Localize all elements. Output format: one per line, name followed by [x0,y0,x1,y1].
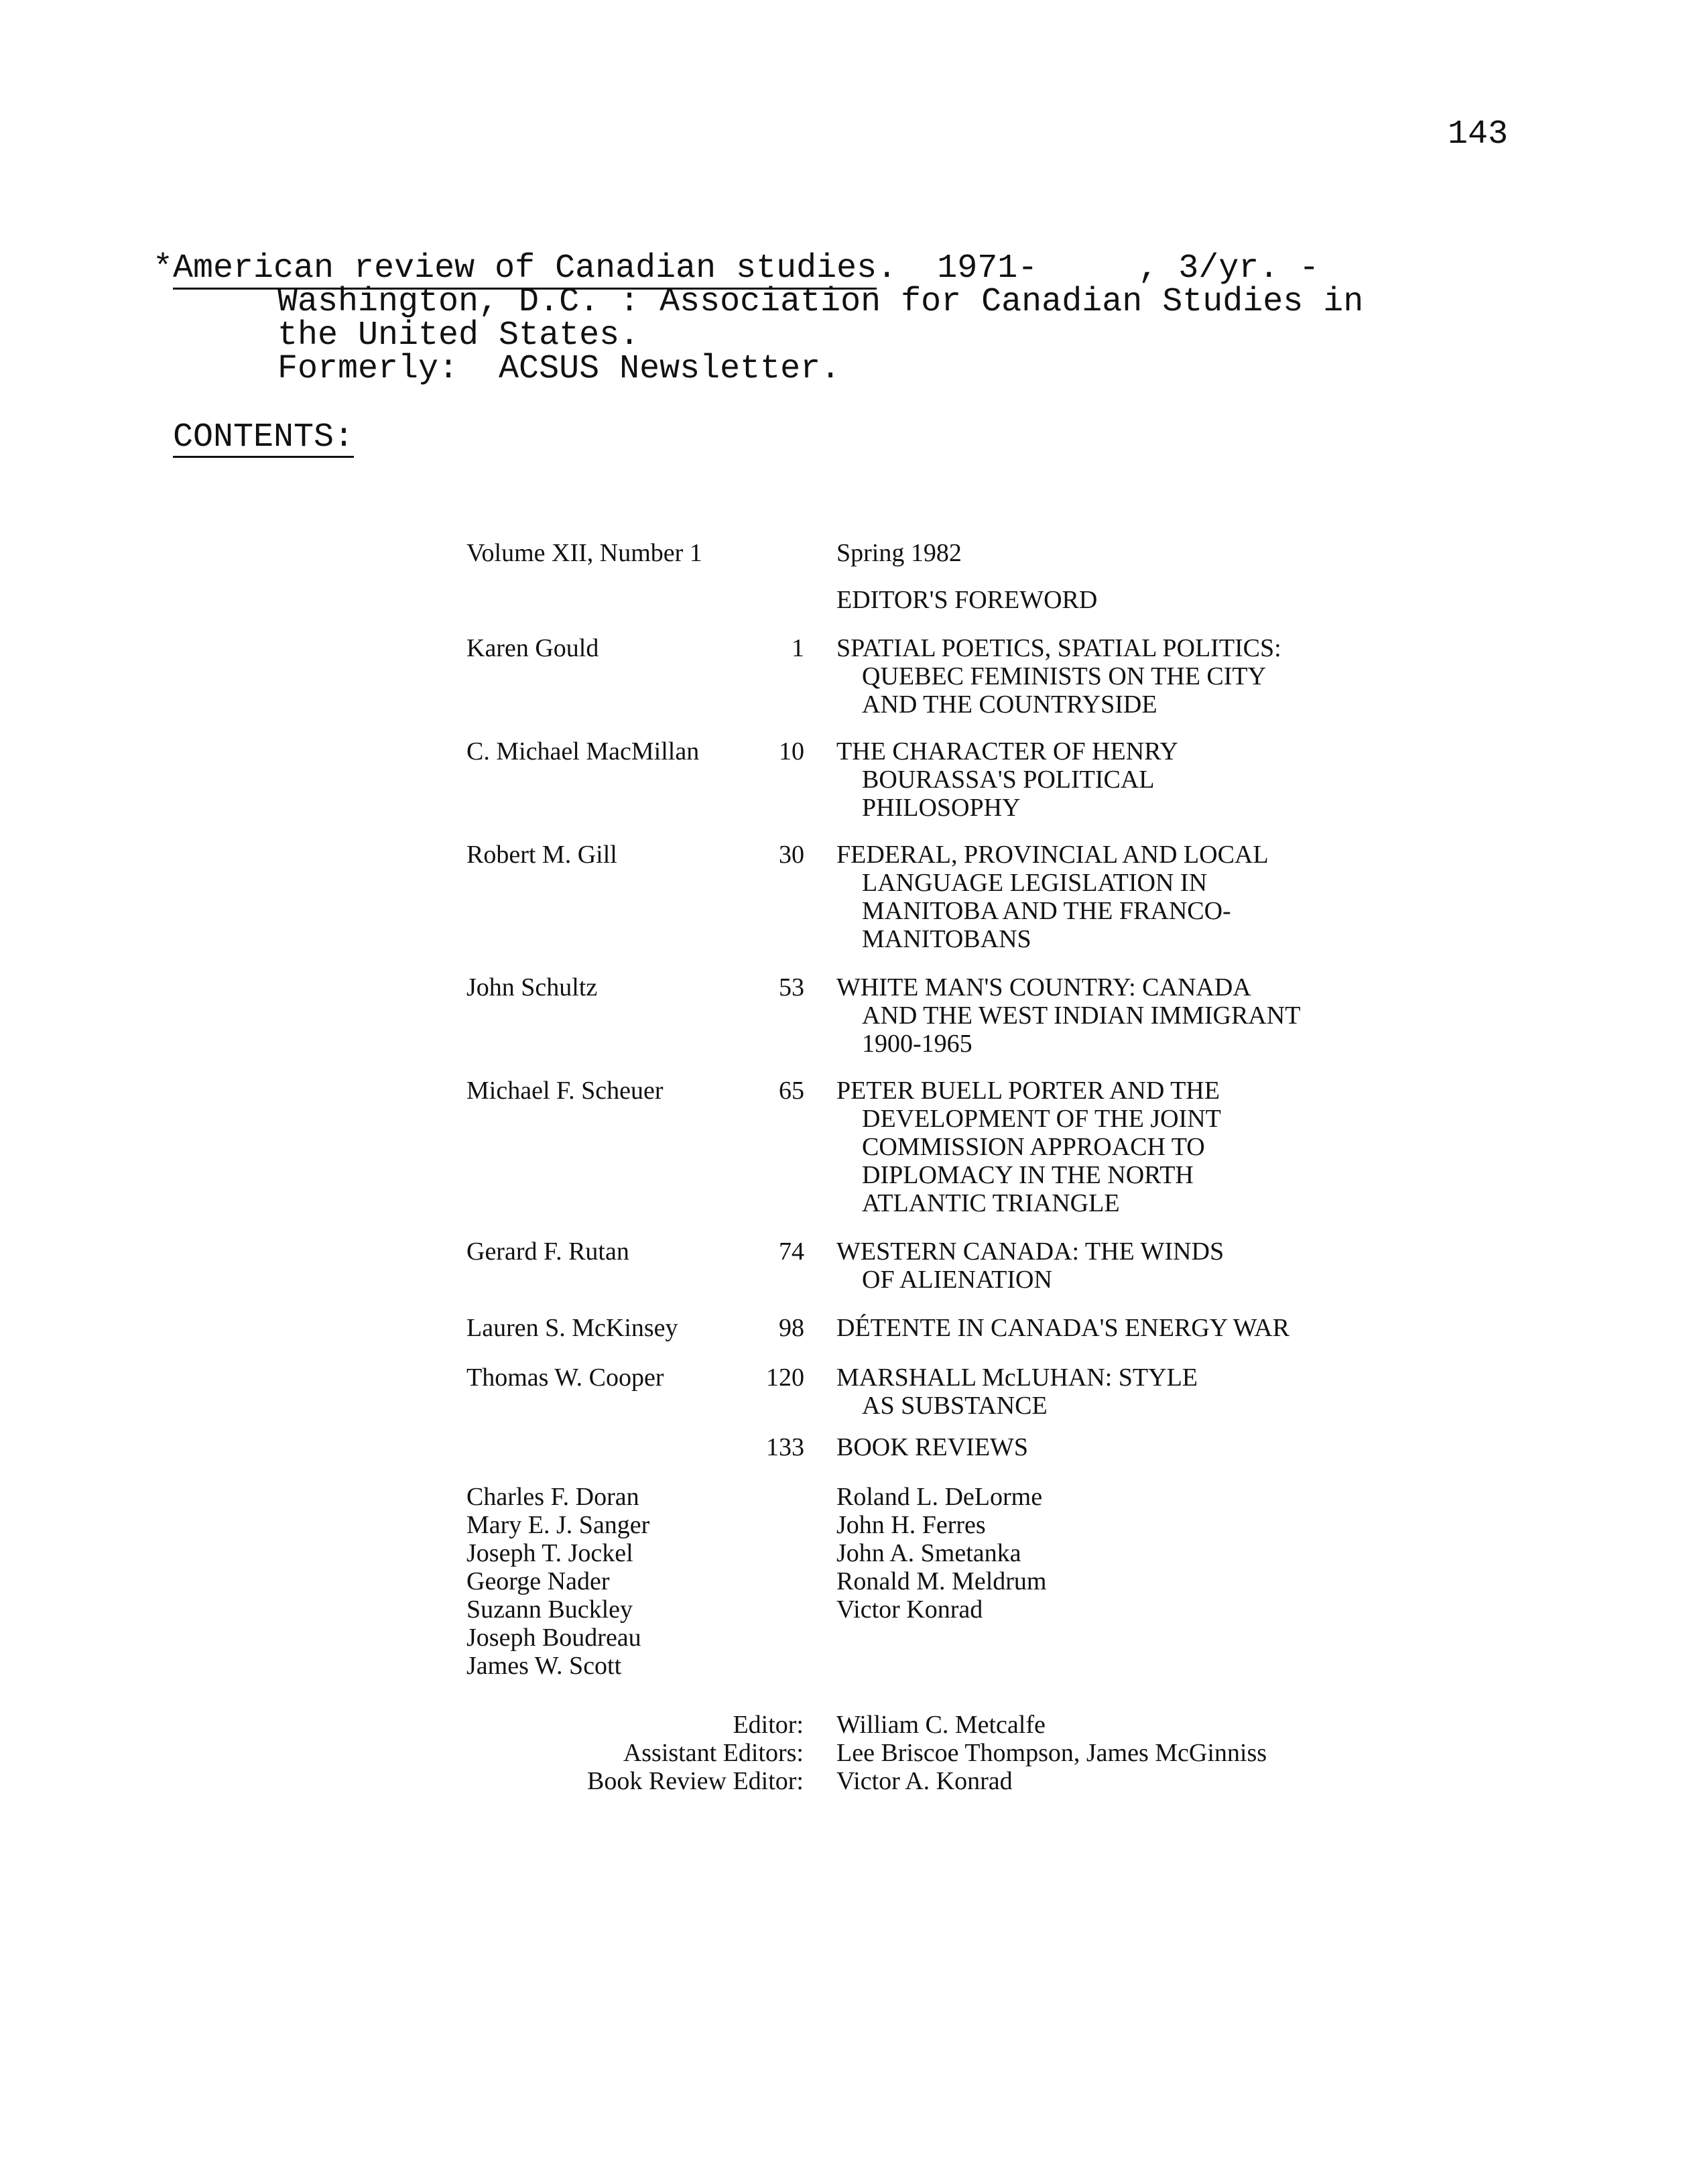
article-author: John Schultz [466,973,598,1002]
article-title-line: SPATIAL POETICS, SPATIAL POLITICS: [836,634,1281,662]
article-title-line: MANITOBANS [862,925,1031,953]
reviewers-right-column [836,1483,1046,1624]
citation-line-3: the United States. [277,316,640,355]
reviewer-name: John A. Smetanka [836,1539,1021,1567]
article-title [836,841,1413,953]
citation-dates: . 1971- , 3/yr. - [877,249,1320,288]
article-page-number: 65 [779,1077,804,1105]
article-title [836,1363,1413,1420]
article-title [836,1077,1413,1217]
article-title-line: WESTERN CANADA: THE WINDS [836,1237,1225,1266]
article-title [836,737,1413,822]
article-page-number: 98 [779,1314,804,1342]
article-title-line: MANITOBA AND THE FRANCO- [862,897,1231,925]
staff-role: Assistant Editors: [623,1739,804,1767]
article-author: Robert M. Gill [466,841,617,869]
article-author: Gerard F. Rutan [466,1237,629,1266]
staff-name: Victor A. Konrad [836,1767,1013,1795]
article-title-line: DÉTENTE IN CANADA'S ENERGY WAR [836,1314,1290,1342]
article-page-number: 74 [779,1237,804,1266]
volume-number: Volume XII, Number 1 [466,539,702,567]
reviewer-name: Charles F. Doran [466,1483,639,1511]
article-page-number: 10 [779,737,804,766]
reviewer-name: John H. Ferres [836,1511,986,1539]
article-page-number: 120 [766,1363,804,1392]
article-title-line: 1900-1965 [862,1030,972,1058]
article-title-line: FEDERAL, PROVINCIAL AND LOCAL [836,841,1269,869]
article-author: Karen Gould [466,634,599,662]
article-title [836,1433,1413,1461]
staff-row [0,1739,1695,1767]
article-title [836,973,1413,1058]
citation-entry [153,249,1627,388]
article-page-number: 1 [792,634,804,662]
article-title-line: DEVELOPMENT OF THE JOINT [862,1105,1221,1133]
staff-role: Editor: [733,1711,804,1739]
article-title-line: ATLANTIC TRIANGLE [862,1189,1120,1217]
journal-title: American review of Canadian studies [173,249,877,290]
reviewer-name: Ronald M. Meldrum [836,1567,1047,1595]
article-title-line: PHILOSOPHY [862,794,1021,822]
citation-line-1 [153,249,1627,288]
article-author: Thomas W. Cooper [466,1363,664,1392]
staff-row [0,1767,1695,1795]
article-title-line: MARSHALL McLUHAN: STYLE [836,1363,1198,1392]
reviewer-name: Victor Konrad [836,1595,983,1624]
article-title-line: PETER BUELL PORTER AND THE [836,1077,1220,1105]
article-author: C. Michael MacMillan [466,737,700,766]
editorial-staff [0,1711,1695,1795]
staff-name: Lee Briscoe Thompson, James McGinniss [836,1739,1267,1767]
article-title-line: LANGUAGE LEGISLATION IN [862,869,1208,897]
article-title-line: BOOK REVIEWS [836,1433,1029,1461]
asterisk-marker: * [153,249,174,288]
staff-row [0,1711,1695,1739]
article-title-line: BOURASSA'S POLITICAL [862,766,1155,794]
article-author: Michael F. Scheuer [466,1077,664,1105]
article-title-line: WHITE MAN'S COUNTRY: CANADA [836,973,1251,1002]
article-title-line: DIPLOMACY IN THE NORTH [862,1161,1194,1189]
article-title-line: COMMISSION APPROACH TO [862,1133,1205,1161]
reviewer-name: Suzann Buckley [466,1595,633,1624]
issue-season: Spring 1982 [836,539,962,567]
citation-line-2: Washington, D.C. : Association for Canadian Studies in [277,283,1364,321]
article-title-line: AND THE WEST INDIAN IMMIGRANT [862,1002,1301,1030]
editors-foreword: EDITOR'S FOREWORD [836,586,1098,614]
reviewer-name: George Nader [466,1567,610,1595]
reviewers-left-column [466,1483,649,1680]
staff-name: William C. Metcalfe [836,1711,1046,1739]
article-title-line: THE CHARACTER OF HENRY [836,737,1178,766]
article-page-number: 133 [766,1433,804,1461]
reviewer-name: Mary E. J. Sanger [466,1511,650,1539]
staff-role: Book Review Editor: [587,1767,804,1795]
reviewer-name: James W. Scott [466,1652,622,1680]
article-page-number: 53 [779,973,804,1002]
article-title-line: QUEBEC FEMINISTS ON THE CITY [862,662,1267,690]
reviewer-name: Joseph Boudreau [466,1624,641,1652]
reviewer-name: Roland L. DeLorme [836,1483,1043,1511]
article-title [836,1314,1413,1342]
reviewer-name: Joseph T. Jockel [466,1539,633,1567]
citation-line-4: Formerly: ACSUS Newsletter. [277,350,841,388]
article-title-line: AS SUBSTANCE [862,1392,1048,1420]
contents-heading: CONTENTS: [173,418,355,457]
article-title-line: OF ALIENATION [862,1266,1052,1294]
article-title [836,634,1413,719]
article-title-line: AND THE COUNTRYSIDE [862,690,1157,719]
article-author: Lauren S. McKinsey [466,1314,678,1342]
article-page-number: 30 [779,841,804,869]
page-number: 143 [1448,115,1509,154]
article-title [836,1237,1413,1294]
